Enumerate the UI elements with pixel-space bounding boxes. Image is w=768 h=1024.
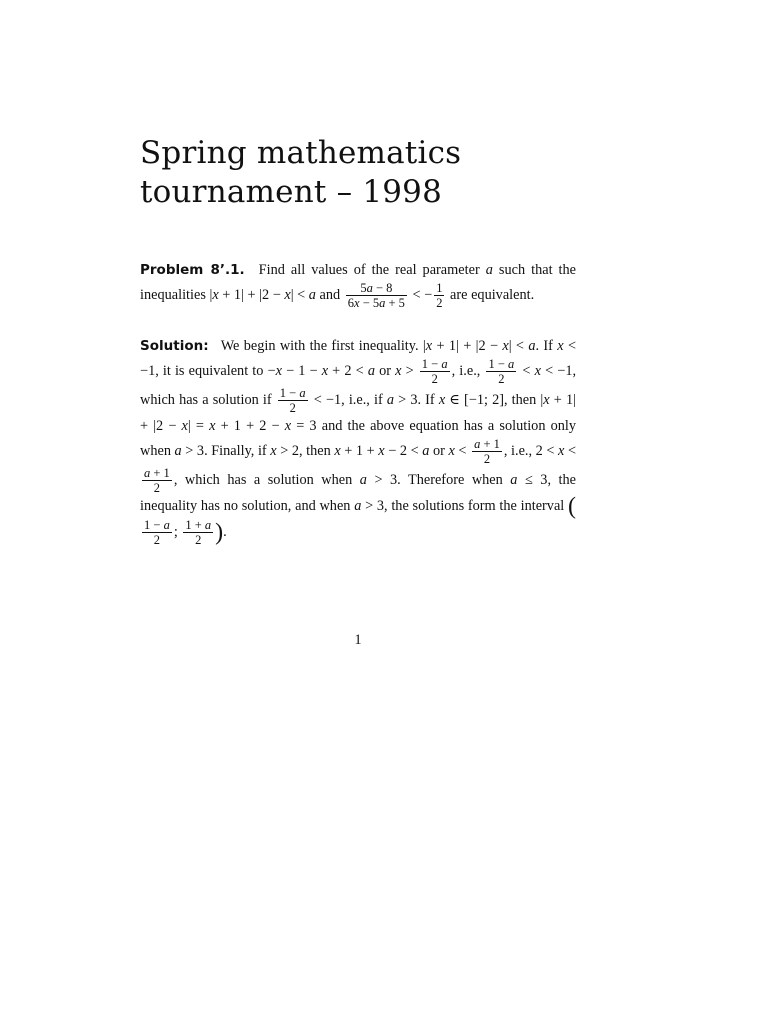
page-number-text: 1 — [354, 632, 362, 648]
problem-block — [140, 259, 576, 310]
problem-statement: Find all values of the real parameter a such that the inequalities |x + 1| + |2 − x| < a and $\frac{5a - 8}{6x - 5a + 5}$ < − $\frac{1}{2}$ are equivalent. — [140, 262, 577, 310]
document-page — [140, 134, 576, 547]
page-number — [0, 632, 768, 649]
solution-text: We begin with the first inequality. |x + 1| + |2 − x| < a. If x < −1, it is equivalent to −x − 1 − x + 2 < a or x > $\frac{1 - a}{2}$ , i.e., $\frac{1 - a}{2}$ < x < −1, which has a solution if $\frac{1 - a}{2}$ < −1, i.e., if a > 3. If x ∈ [−1; 2], then |x + 1| + |2 − x| = x + 1 + 2 − x = 3 and the above equation has a solution only when a > 3. Finally, if x > 2, then x + 1 + x − 2 < a or x < $\frac{a + 1}{2}$ , i.e., 2 < x < $\frac{a + 1}{2}$ , which has a solution when a > 3. Therefore when a ≤ 3, the inequality has no solution, and when a > 3, the solutions form the interval ( $\frac{1 - a}{2}$ ; $\frac{1 + a}{2}$ ). — [140, 338, 577, 547]
document-title — [140, 134, 576, 212]
solution-label: Solution: — [140, 338, 209, 354]
solution-block — [140, 335, 576, 547]
title-line-1: Spring mathematics — [140, 135, 462, 171]
problem-label: Problem 8’.1. — [140, 262, 245, 278]
title-line-2: tournament – 1998 — [140, 174, 443, 210]
